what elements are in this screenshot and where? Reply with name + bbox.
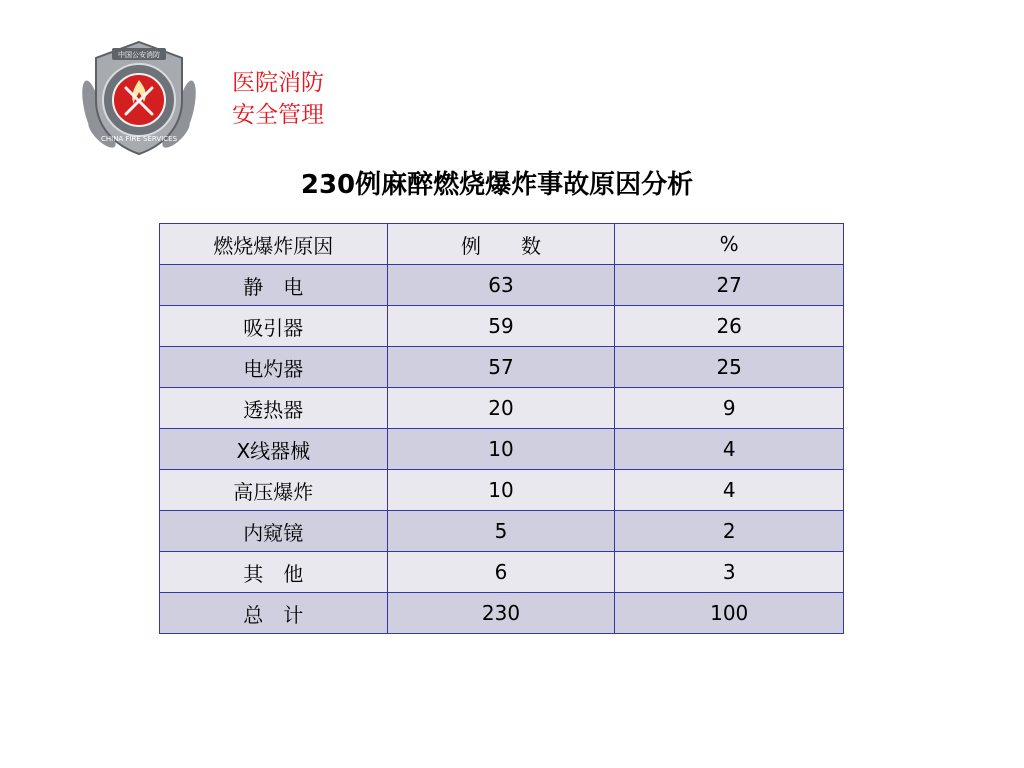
cell-count: 63 (387, 265, 615, 306)
table-row (160, 429, 844, 470)
fire-services-badge-icon (78, 36, 200, 158)
cell-cause: 内窥镜 (160, 511, 388, 552)
cell-cause: 静 电 (160, 265, 388, 306)
badge-top-text: 中国公安消防 (118, 51, 160, 59)
cell-percent: 25 (615, 347, 844, 388)
cell-percent: 3 (615, 552, 844, 593)
badge-ring-text: CHINA FIRE SERVICES (100, 135, 178, 143)
cell-cause: X线器械 (160, 429, 388, 470)
table-row (160, 511, 844, 552)
cell-count: 59 (387, 306, 615, 347)
cell-percent: 4 (615, 429, 844, 470)
cell-percent: 2 (615, 511, 844, 552)
cell-percent: 100 (615, 593, 844, 634)
table-row (160, 470, 844, 511)
cell-count: 5 (387, 511, 615, 552)
cell-count: 10 (387, 470, 615, 511)
cell-cause: 其 他 (160, 552, 388, 593)
table-header-row (160, 224, 844, 265)
cell-cause: 透热器 (160, 388, 388, 429)
cell-count: 10 (387, 429, 615, 470)
table-row (160, 265, 844, 306)
cell-percent: 4 (615, 470, 844, 511)
table-row (160, 388, 844, 429)
cell-cause: 电灼器 (160, 347, 388, 388)
table-row (160, 306, 844, 347)
cell-percent: 27 (615, 265, 844, 306)
header-percent: % (615, 224, 844, 265)
slide-title: 230例麻醉燃烧爆炸事故原因分析 (300, 170, 694, 200)
table-row-total (160, 593, 844, 634)
cell-count: 6 (387, 552, 615, 593)
cell-count: 230 (387, 593, 615, 634)
table-row (160, 347, 844, 388)
cell-cause: 总 计 (160, 593, 388, 634)
cell-cause: 高压爆炸 (160, 470, 388, 511)
cell-count: 20 (387, 388, 615, 429)
header-cause: 燃烧爆炸原因 (160, 224, 388, 265)
table-row (160, 552, 844, 593)
cell-percent: 26 (615, 306, 844, 347)
cell-percent: 9 (615, 388, 844, 429)
org-title-line-1: 医院消防 (232, 70, 324, 96)
cause-table (159, 223, 844, 634)
header-count: 例 数 (387, 224, 615, 265)
cell-cause: 吸引器 (160, 306, 388, 347)
org-title-line-2: 安全管理 (232, 102, 324, 128)
cell-count: 57 (387, 347, 615, 388)
org-title (232, 67, 324, 131)
